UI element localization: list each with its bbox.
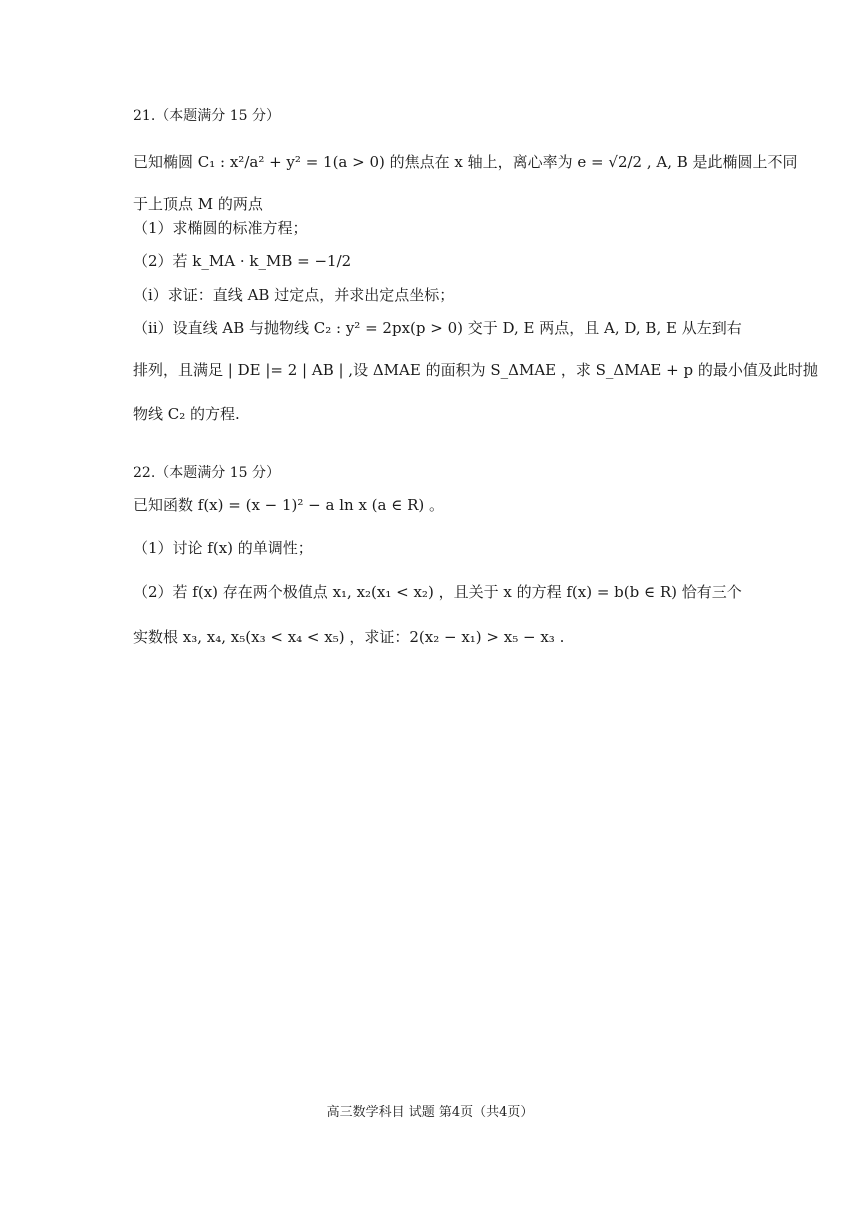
q21-part2: （2）若 k_MA · k_MB = −1/2 bbox=[133, 252, 352, 270]
q21-statement-line1: 已知椭圆 C₁ : x²/a² + y² = 1(a > 0) 的焦点在 x 轴上，离心率为 e = √2/2 , A, B 是此椭圆上不同 bbox=[133, 153, 798, 171]
q22-statement-line1: 已知函数 f(x) = (x − 1)² − a ln x (a ∈ R) 。 bbox=[133, 496, 445, 514]
q21-part2-i: （ⅰ）求证：直线 AB 过定点，并求出定点坐标； bbox=[133, 286, 455, 304]
q22-part2-line2: 实数根 x₃, x₄, x₅(x₃ < x₄ < x₅) ，求证：2(x₂ − x₁) > x₅ − x₃ . bbox=[133, 628, 565, 646]
page-footer: 高三数学科目 试题 第4页（共4页） bbox=[326, 1105, 534, 1120]
q21-statement-line2: 于上顶点 M 的两点 bbox=[133, 195, 263, 213]
q22-part1: （1）讨论 f(x) 的单调性； bbox=[133, 539, 313, 557]
q21-part1: （1）求椭圆的标准方程； bbox=[133, 219, 308, 237]
q21-part2-ii-line3: 物线 C₂ 的方程. bbox=[133, 405, 240, 423]
q21-heading: 21.（本题满分 15 分） bbox=[133, 108, 280, 124]
q21-part2-ii-line1: （ⅱ）设直线 AB 与抛物线 C₂ : y² = 2px(p > 0) 交于 D, E 两点，且 A, D, B, E 从左到右 bbox=[133, 319, 742, 337]
q22-heading: 22.（本题满分 15 分） bbox=[133, 465, 280, 481]
q22-part2-line1: （2）若 f(x) 存在两个极值点 x₁, x₂(x₁ < x₂) ，且关于 x 的方程 f(x) = b(b ∈ R) 恰有三个 bbox=[133, 583, 742, 601]
q21-part2-ii-line2: 排列，且满足 | DE |= 2 | AB | ,设 ΔMAE 的面积为 S_ΔMAE ，求 S_ΔMAE + p 的最小值及此时抛 bbox=[133, 361, 818, 379]
